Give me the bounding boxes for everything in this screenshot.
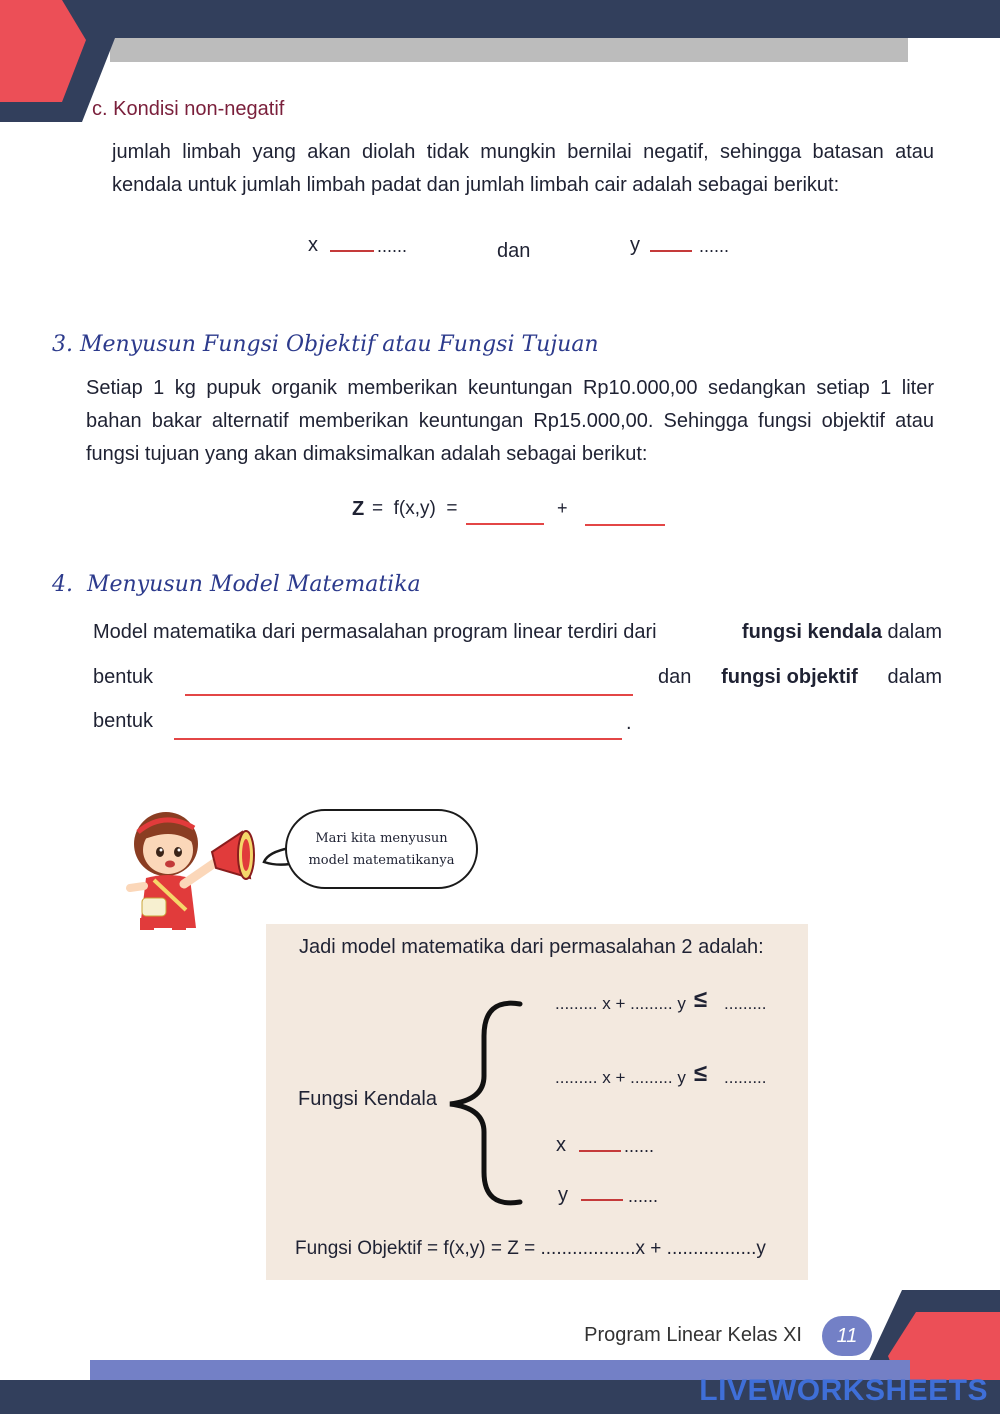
objective-blank-1[interactable] [466,523,544,525]
section-c-paragraph: jumlah limbah yang akan diolah tidak mungkin bernilai negatif, sehingga batasan atau kendala untuk jumlah limbah padat dan jumlah limbah cair adalah sebagai berikut: [112,141,934,196]
bubble-line-1: Mari kita menyusun [315,831,448,846]
constraint-row-4-dots: ...... [628,1186,659,1206]
dan-label: dan [497,240,531,262]
bubble-line-2: model matematikanya [308,853,455,868]
constraint-row-3-blank[interactable] [579,1150,621,1152]
kendala-form-blank[interactable] [185,694,633,696]
objektif-form-blank[interactable] [174,738,622,740]
section-4-text-2: dalam [887,621,942,643]
bentuk-label-2: bentuk [93,710,154,732]
fungsi-kendala-bold: fungsi kendala [741,621,882,643]
period: . [626,712,632,734]
footer-label: Program Linear Kelas XI [584,1324,802,1346]
section-3-paragraph: Setiap 1 kg pupuk organik memberikan keuntungan Rp10.000,00 sedangkan setiap 1 liter bahan bakar alternatif memberikan keuntungan Rp15.000,00. Sehingga fungsi objektif atau fungsi tujuan yang akan dimaksimalkan adalah sebagai berikut: [86,377,934,465]
section-4-number: 4. [52,572,73,597]
liveworksheets-watermark: LIVEWORKSHEETS [699,1374,988,1407]
section-3-title: Menyusun Fungsi Objektif atau Fungsi Tujuan [80,332,599,357]
constraint-row-1-sign: ≤ [694,986,708,1013]
model-box-title: Jadi model matematika dari permasalahan 2 adalah: [299,936,764,958]
constraint-row-1-rhs: ......... [724,994,767,1013]
plus-sign: + [557,498,568,518]
dalam-label: dalam [887,666,942,688]
fungsi-objektif-bold: fungsi objektif [721,666,858,688]
x-constraint-sign-blank[interactable] [330,250,374,252]
fungsi-kendala-label: Fungsi Kendala [298,1088,437,1110]
section-4-text-1: Model matematika dari permasalahan program linear terdiri dari [93,621,657,643]
constraint-row-4-blank[interactable] [581,1199,623,1201]
z-label: Z [352,498,365,520]
header-gray-band [110,38,908,62]
dan-label-2: dan [658,666,692,688]
section-3-number: 3. [52,332,73,357]
x-variable: x [308,234,318,256]
constraint-row-3-var: x [556,1134,566,1156]
constraint-row-4-var: y [558,1184,568,1206]
objective-formula: = f(x,y) = [372,498,458,519]
section-4-line-1 [93,621,942,644]
section-4-title: Menyusun Model Matematika [87,572,421,597]
constraint-row-2-sign: ≤ [694,1060,708,1087]
y-dots: ...... [699,236,730,256]
y-variable: y [630,234,640,256]
bentuk-label-1: bentuk [93,666,154,688]
speech-bubble [285,809,478,889]
constraint-row-3-dots: ...... [624,1136,655,1156]
girl-megaphone-illustration [124,806,264,930]
x-dots: ...... [377,236,408,256]
section-c-title: c. Kondisi non-negatif [92,98,285,120]
constraint-row-1: ......... x + ......... y [555,994,686,1013]
constraint-row-2-rhs: ......... [724,1068,767,1087]
page-number: 11 [822,1316,872,1356]
constraint-row-2: ......... x + ......... y [555,1068,686,1087]
curly-brace [440,996,530,1210]
header-band [0,0,1000,38]
y-constraint-sign-blank[interactable] [650,250,692,252]
objective-blank-2[interactable] [585,524,665,526]
fungsi-objektif-line: Fungsi Objektif = f(x,y) = Z = ..................x + .................y [295,1238,766,1259]
section-4-line-2-right [658,666,942,689]
